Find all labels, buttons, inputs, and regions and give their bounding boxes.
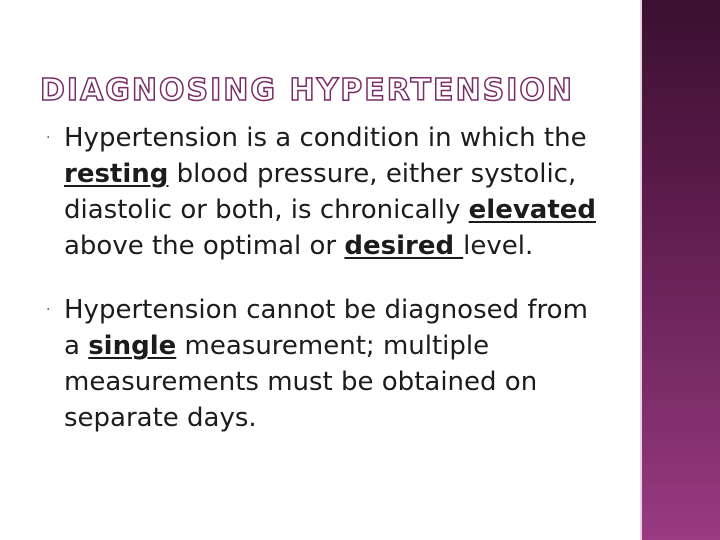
bullet-text-segment: level.: [463, 231, 534, 261]
bullet-text-segment: above the optimal or: [64, 231, 345, 261]
bullet-item: [40, 292, 600, 436]
emphasized-term: elevated: [468, 195, 597, 225]
bullet-text-segment: Hypertension is a condition in which the: [64, 123, 587, 153]
emphasized-term: resting: [64, 159, 169, 189]
emphasized-term: desired: [344, 231, 464, 261]
bullet-list: [40, 120, 600, 464]
bullet-text-segment: measurement; multiple measurements must be obtained on separate days.: [64, 331, 538, 433]
bullet-text-segment: Hypertension cannot be diagnosed from a: [64, 295, 588, 361]
slide-title: DIAGNOSING HYPERTENSION: [40, 73, 574, 108]
bullet-item: [40, 120, 600, 264]
bullet-text-segment: blood pressure, either systolic, diastolic or both, is chronically: [64, 159, 577, 225]
accent-side-band: [642, 0, 720, 540]
emphasized-term: single: [88, 331, 177, 361]
bullet-dot-icon: ·: [46, 302, 51, 318]
bullet-dot-icon: ·: [46, 130, 51, 146]
